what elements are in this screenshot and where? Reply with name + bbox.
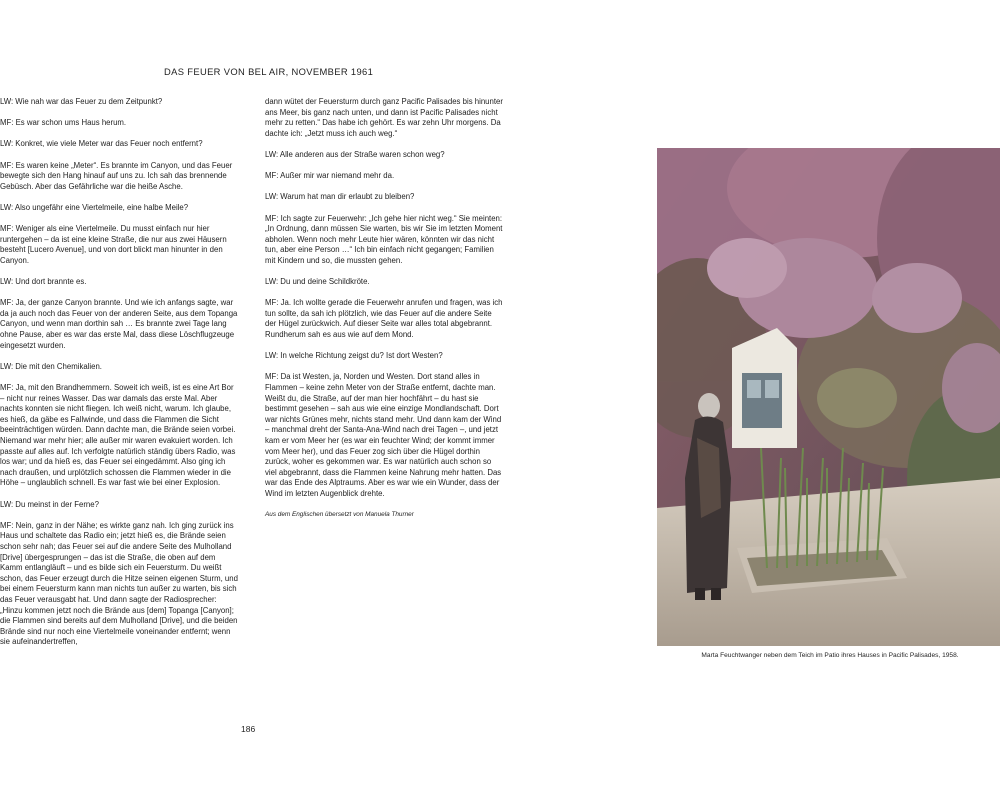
photo-caption: Marta Feuchtwanger neben dem Teich im Patio ihres Hauses in Pacific Palisades, 1958. xyxy=(701,652,959,659)
paragraph: MF: Es war schon ums Haus herum. xyxy=(0,118,127,128)
paragraph: LW: Alle anderen aus der Straße waren schon weg? xyxy=(265,149,445,159)
paragraph: LW: Warum hat man dir erlaubt zu bleiben? xyxy=(265,192,415,202)
paragraph: LW: Wie nah war das Feuer zu dem Zeitpunkt? xyxy=(0,97,163,106)
page-number: 186 xyxy=(241,724,256,734)
paragraph: dann wütet der Feuersturm durch ganz Pacific Palisades bis hinunter ans Meer, bis ganz nach unten, und dann ist Pacific Palisades nicht mehr zu retten.“ Das habe ich gehört. Es war zehn Uhr morgens. Da dachte ich: „Jetzt muss ich auch weg.“ xyxy=(265,97,503,138)
paragraph: LW: Die mit den Chemikalien. xyxy=(0,361,102,371)
translation-credit: Aus dem Englischen übersetzt von Manuela Thurner xyxy=(265,511,414,519)
paragraph: MF: Da ist Westen, ja, Norden und Westen. Dort stand alles in Flammen – keine zehn Meter von der Straße entfernt, dachte man. Weißt du, die Straße, auf der man hier hochfährt – du hast sie bestimmt gesehen – sah aus wie eine einzige Mondlandschaft. Dort war nichts Grünes mehr, nichts stand mehr. Und dann kam der Wind – manchmal dreht der Santa-Ana-Wind nach drei Tagen –, und jetzt kam er vom Meer her (es war ein feuchter Wind; der kommt immer vom Meer her), und das Feuer zog sich über die Hügel dorthin zurück, woher es gekommen war. Es war natürlich auch schon so viel abgebrannt, dass die Flammen keine Nahrung mehr hatten. Das war das Ende des Alptraums. Aber es war wie ein Wunder, dass der Wind im letzten Augenblick drehte. xyxy=(265,372,502,498)
paragraph: MF: Ja. Ich wollte gerade die Feuerwehr anrufen und fragen, was ich tun sollte, da sah ich plötzlich, wie das Feuer auf die andere Seite der Hügel zurückwich. Auf dieser Seite war alles total abgebrannt. Rundherum sah es aus wie auf dem Mond. xyxy=(265,298,503,340)
paragraph: MF: Nein, ganz in der Nähe; es wirkte ganz nah. Ich ging zurück ins Haus und schaltete das Radio ein; jetzt hieß es, die Brände seien schon sehr nah; das Feuer sei auf die andere Seite des Mulholland [Drive] übergesprungen – das ist die Straße, die oben auf dem Kamm entlangläuft – und es bilde sich ein Feuersturm. Du weißt schon, das Feuer erzeugt durch die Hitze seinen eigenen Sturm, und bei einem Feuersturm kann man nichts tun außer zu warten, bis sich das Feuer verausgabt hat. Und dann sagte der Radiosprecher: „Hinzu kommen jetzt noch die Brände aus [dem] Topanga [Canyon]; die Flammen sind bereits auf dem Mulholland [Drive], und die beiden Brände sind nur noch eine Viertelmeile voneinander entfernt; wenn sie aufeinandertreffen, xyxy=(0,520,238,647)
paragraph: MF: Ja, mit den Brandhemmern. Soweit ich weiß, ist es eine Art Bor – nicht nur reines Wasser. Das war damals das erste Mal. Aber nachts konnten sie nicht fliegen. Ich weiß nicht, warum. Ich glaube, es hieß, da gäbe es Fallwinde, und dass die Flammen die Sicht beeinträchtigen würden. Dann dachte man, die Brände seien vorbei. Niemand war mehr hier; alle außer mir waren evakuiert worden. Ich passte auf alles auf. Ich verfolgte natürlich ständig übers Radio, was los war; und da hieß es, das Feuer sei eingedämmt. Also ging ich nach draußen, und urplötzlich schossen die Flammen wieder in die Höhe – unglaublich schnell. Es war fast wie bei einer Explosion. xyxy=(0,383,236,488)
paragraph: LW: Konkret, wie viele Meter war das Feuer noch entfernt? xyxy=(0,139,203,149)
text-column-middle xyxy=(265,97,503,531)
paragraph: MF: Außer mir war niemand mehr da. xyxy=(265,171,395,181)
chapter-title: DAS FEUER VON BEL AIR, NOVEMBER 1961 xyxy=(164,66,374,77)
photograph xyxy=(657,148,1000,646)
paragraph: LW: In welche Richtung zeigst du? Ist dort Westen? xyxy=(265,351,443,361)
paragraph: MF: Es waren keine „Meter“. Es brannte im Canyon, und das Feuer bewegte sich den Hang hinauf auf uns zu. Ich sah das brennende Gebüsch. Aber das Gefährliche war die heiße Asche. xyxy=(0,160,233,191)
paragraph: MF: Weniger als eine Viertelmeile. Du musst einfach nur hier runtergehen – da ist eine kleine Straße, die nur aus zwei Häusern besteht [Lucero Avenue], und von dort blickt man hinunter in den Canyon. xyxy=(0,224,227,265)
paragraph: LW: Du und deine Schildkröte. xyxy=(265,277,370,287)
paragraph: LW: Also ungefähr eine Viertelmeile, eine halbe Meile? xyxy=(0,202,189,212)
paragraph: LW: Du meinst in der Ferne? xyxy=(0,499,99,509)
paragraph: LW: Und dort brannte es. xyxy=(0,277,87,287)
paragraph: MF: Ja, der ganze Canyon brannte. Und wie ich anfangs sagte, war da ja auch noch das Feuer von der anderen Seite, aus dem Topanga Canyon, und wenn man dorthin sah … Es brannte zwei Tage lang ohne Pause, aber es war das erste Mal, dass diese Löschflugzeuge eingesetzt wurden. xyxy=(0,298,238,350)
paragraph: MF: Ich sagte zur Feuerwehr: „Ich gehe hier nicht weg.“ Sie meinten: „In Ordnung, dann müssen Sie warten, bis wir Sie im letzten Moment abholen. Wenn noch mehr Leute hier wären, könnten wir das nicht tun, aber eine Person …“ Ich bin einfach nicht gegangen; Familien mit Kindern und so, die mussten gehen. xyxy=(265,213,503,265)
text-column-left xyxy=(0,97,238,658)
